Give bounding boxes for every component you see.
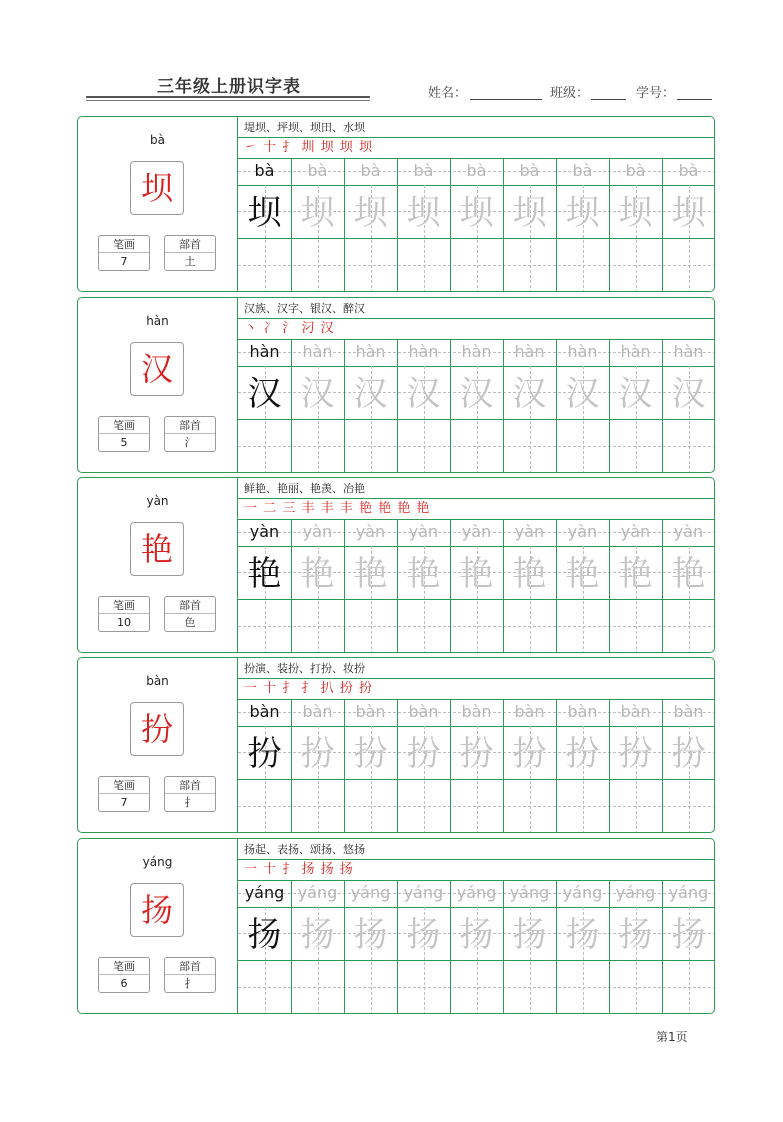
stroke-step: ㇀: [244, 140, 259, 155]
stroke-step: 一: [244, 862, 259, 877]
writing-cell: 扬: [353, 915, 388, 955]
pinyin-cell: yàn: [514, 522, 545, 541]
radical-box: [164, 235, 216, 271]
writing-cell: 汉: [300, 374, 335, 414]
pinyin-cell: yáng: [562, 883, 603, 902]
stroke-count-value: 7: [120, 796, 128, 809]
pinyin-cell: bà: [413, 161, 434, 180]
worksheet-title: 三年级上册识字表: [157, 77, 301, 97]
pinyin-cell: bà: [466, 161, 487, 180]
stroke-count-label: 笔画: [99, 417, 149, 434]
stroke-step: 氵: [282, 321, 297, 336]
student-number-blank[interactable]: [677, 99, 712, 100]
character-box: [130, 161, 184, 215]
radical-label: 部首: [165, 777, 215, 794]
writing-cell: 坝: [512, 193, 547, 233]
pinyin-cell: bàn: [514, 702, 545, 721]
writing-cell: 扮: [565, 734, 600, 774]
pinyin-cell: yáng: [244, 883, 285, 902]
writing-cell: 扮: [671, 734, 706, 774]
radical-value: 色: [184, 616, 196, 629]
pinyin-cell: bà: [572, 161, 593, 180]
writing-cell: 汉: [671, 374, 706, 414]
writing-cell: 汉: [618, 374, 653, 414]
radical-label: 部首: [165, 236, 215, 253]
writing-cell: 扬: [247, 915, 282, 955]
radical-value: 扌: [184, 977, 196, 990]
writing-cell: 坝: [247, 193, 282, 233]
pinyin-cell: hàn: [355, 342, 386, 361]
stroke-order: [244, 862, 354, 878]
radical-value: 土: [184, 255, 196, 268]
stroke-step: 丶: [244, 321, 259, 336]
writing-cell: 扮: [300, 734, 335, 774]
pinyin-cell: yáng: [456, 883, 497, 902]
pinyin-cell: yáng: [509, 883, 550, 902]
radical-box: [164, 416, 216, 452]
pinyin-cell: bà: [519, 161, 540, 180]
worksheet-header: [0, 0, 783, 110]
stroke-step: 扮: [358, 681, 373, 696]
pinyin-cell: bàn: [249, 702, 280, 721]
practice-area: [238, 839, 715, 1014]
writing-cell: 汉: [565, 374, 600, 414]
stroke-step: 冫: [263, 321, 278, 336]
row-line: [238, 859, 715, 860]
pinyin-cell: hàn: [514, 342, 545, 361]
stroke-step: 坝: [358, 140, 373, 155]
character-card: [77, 838, 715, 1014]
example-words: 扬起、表扬、颂扬、悠扬: [244, 843, 365, 856]
stroke-count-label: 笔画: [99, 777, 149, 794]
pinyin-cell: yàn: [461, 522, 492, 541]
radical-label: 部首: [165, 597, 215, 614]
pinyin-cell: yàn: [302, 522, 333, 541]
pinyin-cell: bà: [625, 161, 646, 180]
character-summary: [78, 298, 237, 473]
stroke-step: 扌: [282, 681, 297, 696]
stroke-step: 十: [263, 862, 278, 877]
character-summary: [78, 658, 237, 833]
writing-cell: 扬: [459, 915, 494, 955]
pinyin-cell: bàn: [567, 702, 598, 721]
example-words: 堤坝、坪坝、坝田、水坝: [244, 121, 365, 134]
example-words: 汉族、汉字、银汉、醉汉: [244, 302, 365, 315]
stroke-step: 扬: [339, 862, 354, 877]
writing-cell: 艳: [671, 554, 706, 594]
writing-cell: 扬: [565, 915, 600, 955]
stroke-step: 扬: [320, 862, 335, 877]
pinyin-cell: bà: [360, 161, 381, 180]
pinyin-cell: bàn: [408, 702, 439, 721]
writing-cell: 坝: [618, 193, 653, 233]
character-summary: [78, 117, 237, 292]
pinyin-cell: yáng: [615, 883, 656, 902]
writing-cell: 坝: [300, 193, 335, 233]
pinyin-cell: yàn: [249, 522, 280, 541]
radical-value: 扌: [184, 796, 196, 809]
stroke-count-value: 5: [120, 436, 128, 449]
stroke-step: 丰: [301, 501, 316, 516]
character-summary: [78, 478, 237, 653]
stroke-step: 艳: [378, 501, 393, 516]
writing-grid: [238, 340, 715, 473]
writing-cell: 扮: [247, 734, 282, 774]
stroke-step: 丰: [320, 501, 335, 516]
character-pinyin: bàn: [146, 674, 169, 688]
writing-grid: [238, 700, 715, 833]
radical-value: 氵: [184, 436, 196, 449]
example-words: 鲜艳、艳丽、艳羡、冶艳: [244, 482, 365, 495]
name-label: 姓名：: [428, 86, 468, 101]
writing-cell: 艳: [406, 554, 441, 594]
writing-cell: 艳: [512, 554, 547, 594]
writing-cell: 汉: [406, 374, 441, 414]
writing-cell: 扮: [406, 734, 441, 774]
stroke-count-value: 7: [120, 255, 128, 268]
stroke-step: 三: [282, 501, 297, 516]
writing-cell: 坝: [353, 193, 388, 233]
pinyin-cell: hàn: [567, 342, 598, 361]
stroke-step: 十: [263, 140, 278, 155]
stroke-count-label: 笔画: [99, 597, 149, 614]
stroke-step: 艳: [358, 501, 373, 516]
writing-cell: 艳: [618, 554, 653, 594]
radical-box: [164, 776, 216, 812]
pinyin-cell: yàn: [620, 522, 651, 541]
row-line: [238, 137, 715, 138]
target-character: 扮: [140, 710, 173, 748]
writing-cell: 坝: [406, 193, 441, 233]
stroke-count-box: [98, 235, 150, 271]
pinyin-cell: bà: [307, 161, 328, 180]
pinyin-cell: yáng: [350, 883, 391, 902]
stroke-step: 扌: [282, 862, 297, 877]
writing-cell: 扬: [618, 915, 653, 955]
pinyin-cell: hàn: [249, 342, 280, 361]
stroke-count-box: [98, 957, 150, 993]
stroke-step: 圳: [301, 140, 316, 155]
name-blank[interactable]: [470, 99, 542, 100]
pinyin-cell: yàn: [355, 522, 386, 541]
stroke-order: [244, 140, 373, 156]
character-box: [130, 883, 184, 937]
page-number: 第1页: [656, 1030, 688, 1044]
stroke-count-label: 笔画: [99, 236, 149, 253]
row-line: [238, 318, 715, 319]
character-summary: [78, 839, 237, 1014]
stroke-step: 一: [244, 501, 259, 516]
practice-area: [238, 298, 715, 473]
pinyin-cell: hàn: [302, 342, 333, 361]
writing-cell: 汉: [247, 374, 282, 414]
row-line: [238, 498, 715, 499]
stroke-count-label: 笔画: [99, 958, 149, 975]
character-card: [77, 297, 715, 473]
pinyin-cell: bàn: [355, 702, 386, 721]
character-box: [130, 702, 184, 756]
stroke-step: 扒: [320, 681, 335, 696]
stroke-order: [244, 681, 373, 697]
stroke-count-box: [98, 416, 150, 452]
stroke-step: 坝: [320, 140, 335, 155]
writing-cell: 坝: [671, 193, 706, 233]
writing-cell: 汉: [459, 374, 494, 414]
character-box: [130, 342, 184, 396]
stroke-step: 二: [263, 501, 278, 516]
stroke-step: 十: [263, 681, 278, 696]
pinyin-cell: hàn: [408, 342, 439, 361]
writing-cell: 汉: [512, 374, 547, 414]
stroke-order: [244, 501, 430, 517]
writing-cell: 艳: [247, 554, 282, 594]
writing-cell: 扮: [459, 734, 494, 774]
radical-label: 部首: [165, 417, 215, 434]
example-words: 扮演、装扮、打扮、妆扮: [244, 662, 365, 675]
practice-area: [238, 478, 715, 653]
title-underline: [86, 96, 370, 98]
writing-cell: 扮: [512, 734, 547, 774]
pinyin-cell: yàn: [567, 522, 598, 541]
pinyin-cell: bà: [678, 161, 699, 180]
writing-cell: 艳: [565, 554, 600, 594]
writing-cell: 坝: [459, 193, 494, 233]
stroke-step: 艳: [416, 501, 431, 516]
pinyin-cell: yáng: [668, 883, 709, 902]
stroke-step: 扌: [301, 681, 316, 696]
practice-area: [238, 117, 715, 292]
character-pinyin: yáng: [142, 855, 173, 869]
radical-box: [164, 957, 216, 993]
writing-cell: 扬: [300, 915, 335, 955]
stroke-order: [244, 321, 335, 337]
writing-cell: 艳: [459, 554, 494, 594]
stroke-step: 扌: [282, 140, 297, 155]
writing-cell: 扮: [618, 734, 653, 774]
writing-grid: [238, 881, 715, 1014]
stroke-count-box: [98, 776, 150, 812]
stroke-count-box: [98, 596, 150, 632]
stroke-step: 扬: [301, 862, 316, 877]
pinyin-cell: bàn: [302, 702, 333, 721]
pinyin-cell: bàn: [461, 702, 492, 721]
character-card: [77, 116, 715, 292]
target-character: 汉: [140, 350, 173, 388]
writing-cell: 扮: [353, 734, 388, 774]
writing-cell: 艳: [300, 554, 335, 594]
writing-cell: 扬: [671, 915, 706, 955]
target-character: 坝: [140, 169, 173, 207]
pinyin-cell: hàn: [461, 342, 492, 361]
radical-label: 部首: [165, 958, 215, 975]
pinyin-cell: bàn: [673, 702, 704, 721]
student-number-label: 学号：: [636, 86, 676, 101]
character-pinyin: hàn: [146, 314, 169, 328]
title-underline-thin: [86, 100, 370, 101]
writing-cell: 扬: [512, 915, 547, 955]
pinyin-cell: bàn: [620, 702, 651, 721]
stroke-step: 扮: [339, 681, 354, 696]
stroke-step: 丰: [339, 501, 354, 516]
pinyin-cell: hàn: [620, 342, 651, 361]
stroke-step: 汉: [320, 321, 335, 336]
class-blank[interactable]: [591, 99, 626, 100]
target-character: 扬: [140, 891, 173, 929]
practice-area: [238, 658, 715, 833]
character-pinyin: yàn: [146, 494, 169, 508]
stroke-count-value: 10: [117, 616, 131, 629]
character-card: [77, 657, 715, 833]
row-line: [238, 678, 715, 679]
pinyin-cell: yáng: [297, 883, 338, 902]
pinyin-cell: hàn: [673, 342, 704, 361]
pinyin-cell: bà: [254, 161, 275, 180]
stroke-step: 坝: [339, 140, 354, 155]
stroke-step: 艳: [397, 501, 412, 516]
pinyin-cell: yàn: [408, 522, 439, 541]
stroke-step: 汈: [301, 321, 316, 336]
target-character: 艳: [140, 530, 173, 568]
character-card: [77, 477, 715, 653]
character-box: [130, 522, 184, 576]
writing-cell: 坝: [565, 193, 600, 233]
stroke-step: 一: [244, 681, 259, 696]
pinyin-cell: yáng: [403, 883, 444, 902]
stroke-count-value: 6: [120, 977, 128, 990]
writing-cell: 汉: [353, 374, 388, 414]
pinyin-cell: yàn: [673, 522, 704, 541]
writing-grid: [238, 159, 715, 292]
writing-grid: [238, 520, 715, 653]
writing-cell: 艳: [353, 554, 388, 594]
class-label: 班级：: [550, 86, 590, 101]
character-pinyin: bà: [150, 133, 165, 147]
radical-box: [164, 596, 216, 632]
writing-cell: 扬: [406, 915, 441, 955]
